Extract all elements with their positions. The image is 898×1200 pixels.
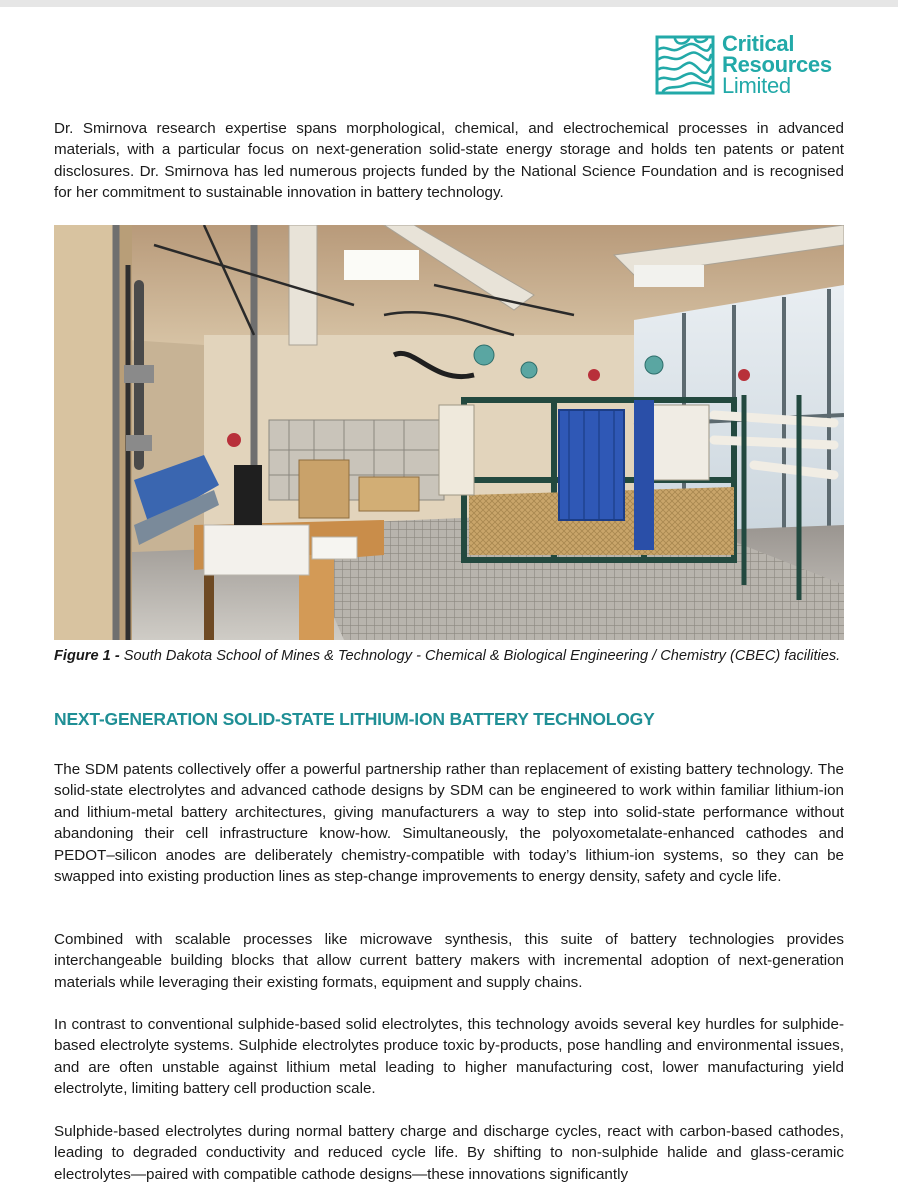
logo-wordmark [722,33,832,96]
top-border [0,0,898,7]
body-paragraph-3: In contrast to conventional sulphide-based solid electrolytes, this technology avoids several key hurdles for sulphide-based electrolyte systems. Sulphide electrolytes produce toxic by-products, pose handling and environmental issues, and are often unstable against lithium metal leading to higher manufacturing cost, lower manufacturing yield electrolyte, limiting battery cell production scale. [54,1016,844,1098]
intro-paragraph: Dr. Smirnova research expertise spans morphological, chemical, and electrochemical processes in advanced materials, with a particular focus on next-generation solid-state energy storage and holds ten patents or patent disclosures. Dr. Smirnova has led numerous projects funded by the National Science Foundation and is recognised for her commitment to sustainable innovation in battery technology. [54,120,844,202]
lab-photo-illustration [54,225,844,640]
logo-line-3: Limited [722,73,791,98]
company-logo [655,33,855,97]
figure-caption-text: South Dakota School of Mines & Technology - Chemical & Biological Engineering / Chemistry (CBEC) facilities. [119,648,841,664]
figure-caption [54,646,844,667]
figure-label: Figure 1 - [54,648,120,664]
logo-mark-icon [655,35,715,95]
lab-photo [54,225,844,640]
logo-line-1: Critical [722,31,795,56]
body-paragraph-2: Combined with scalable processes like microwave synthesis, this suite of battery technologies provides interchangeable building blocks that allow current battery makers with incremental adoption of next-generation materials while leveraging their existing formats, equipment and supply chains. [54,931,844,991]
body-paragraph-1: The SDM patents collectively offer a powerful partnership rather than replacement of existing battery technology. The solid-state electrolytes and advanced cathode designs by SDM can be engineered to work within familiar lithium-ion and lithium-metal battery architectures, giving manufacturers a way to step into solid-state performance without abandoning their cell infrastructure know-how. Simultaneously, the polyoxometalate-enhanced cathodes and PEDOT–silicon anodes are deliberately chemistry-compatible with today’s lithium-ion systems, so they can be swapped into existing production lines as step-change improvements to energy density, safety and cycle life. [54,761,844,886]
body-paragraph-4: Sulphide-based electrolytes during normal battery charge and discharge cycles, react with carbon-based cathodes, leading to degraded conductivity and reduced cycle life. By shifting to non-sulphide halide and glass-ceramic electrolytes—paired with compatible cathode designs—these innovations significantly [54,1123,844,1183]
logo-line-2: Resources [722,52,832,77]
section-heading: NEXT-GENERATION SOLID-STATE LITHIUM-ION BATTERY TECHNOLOGY [54,709,655,729]
